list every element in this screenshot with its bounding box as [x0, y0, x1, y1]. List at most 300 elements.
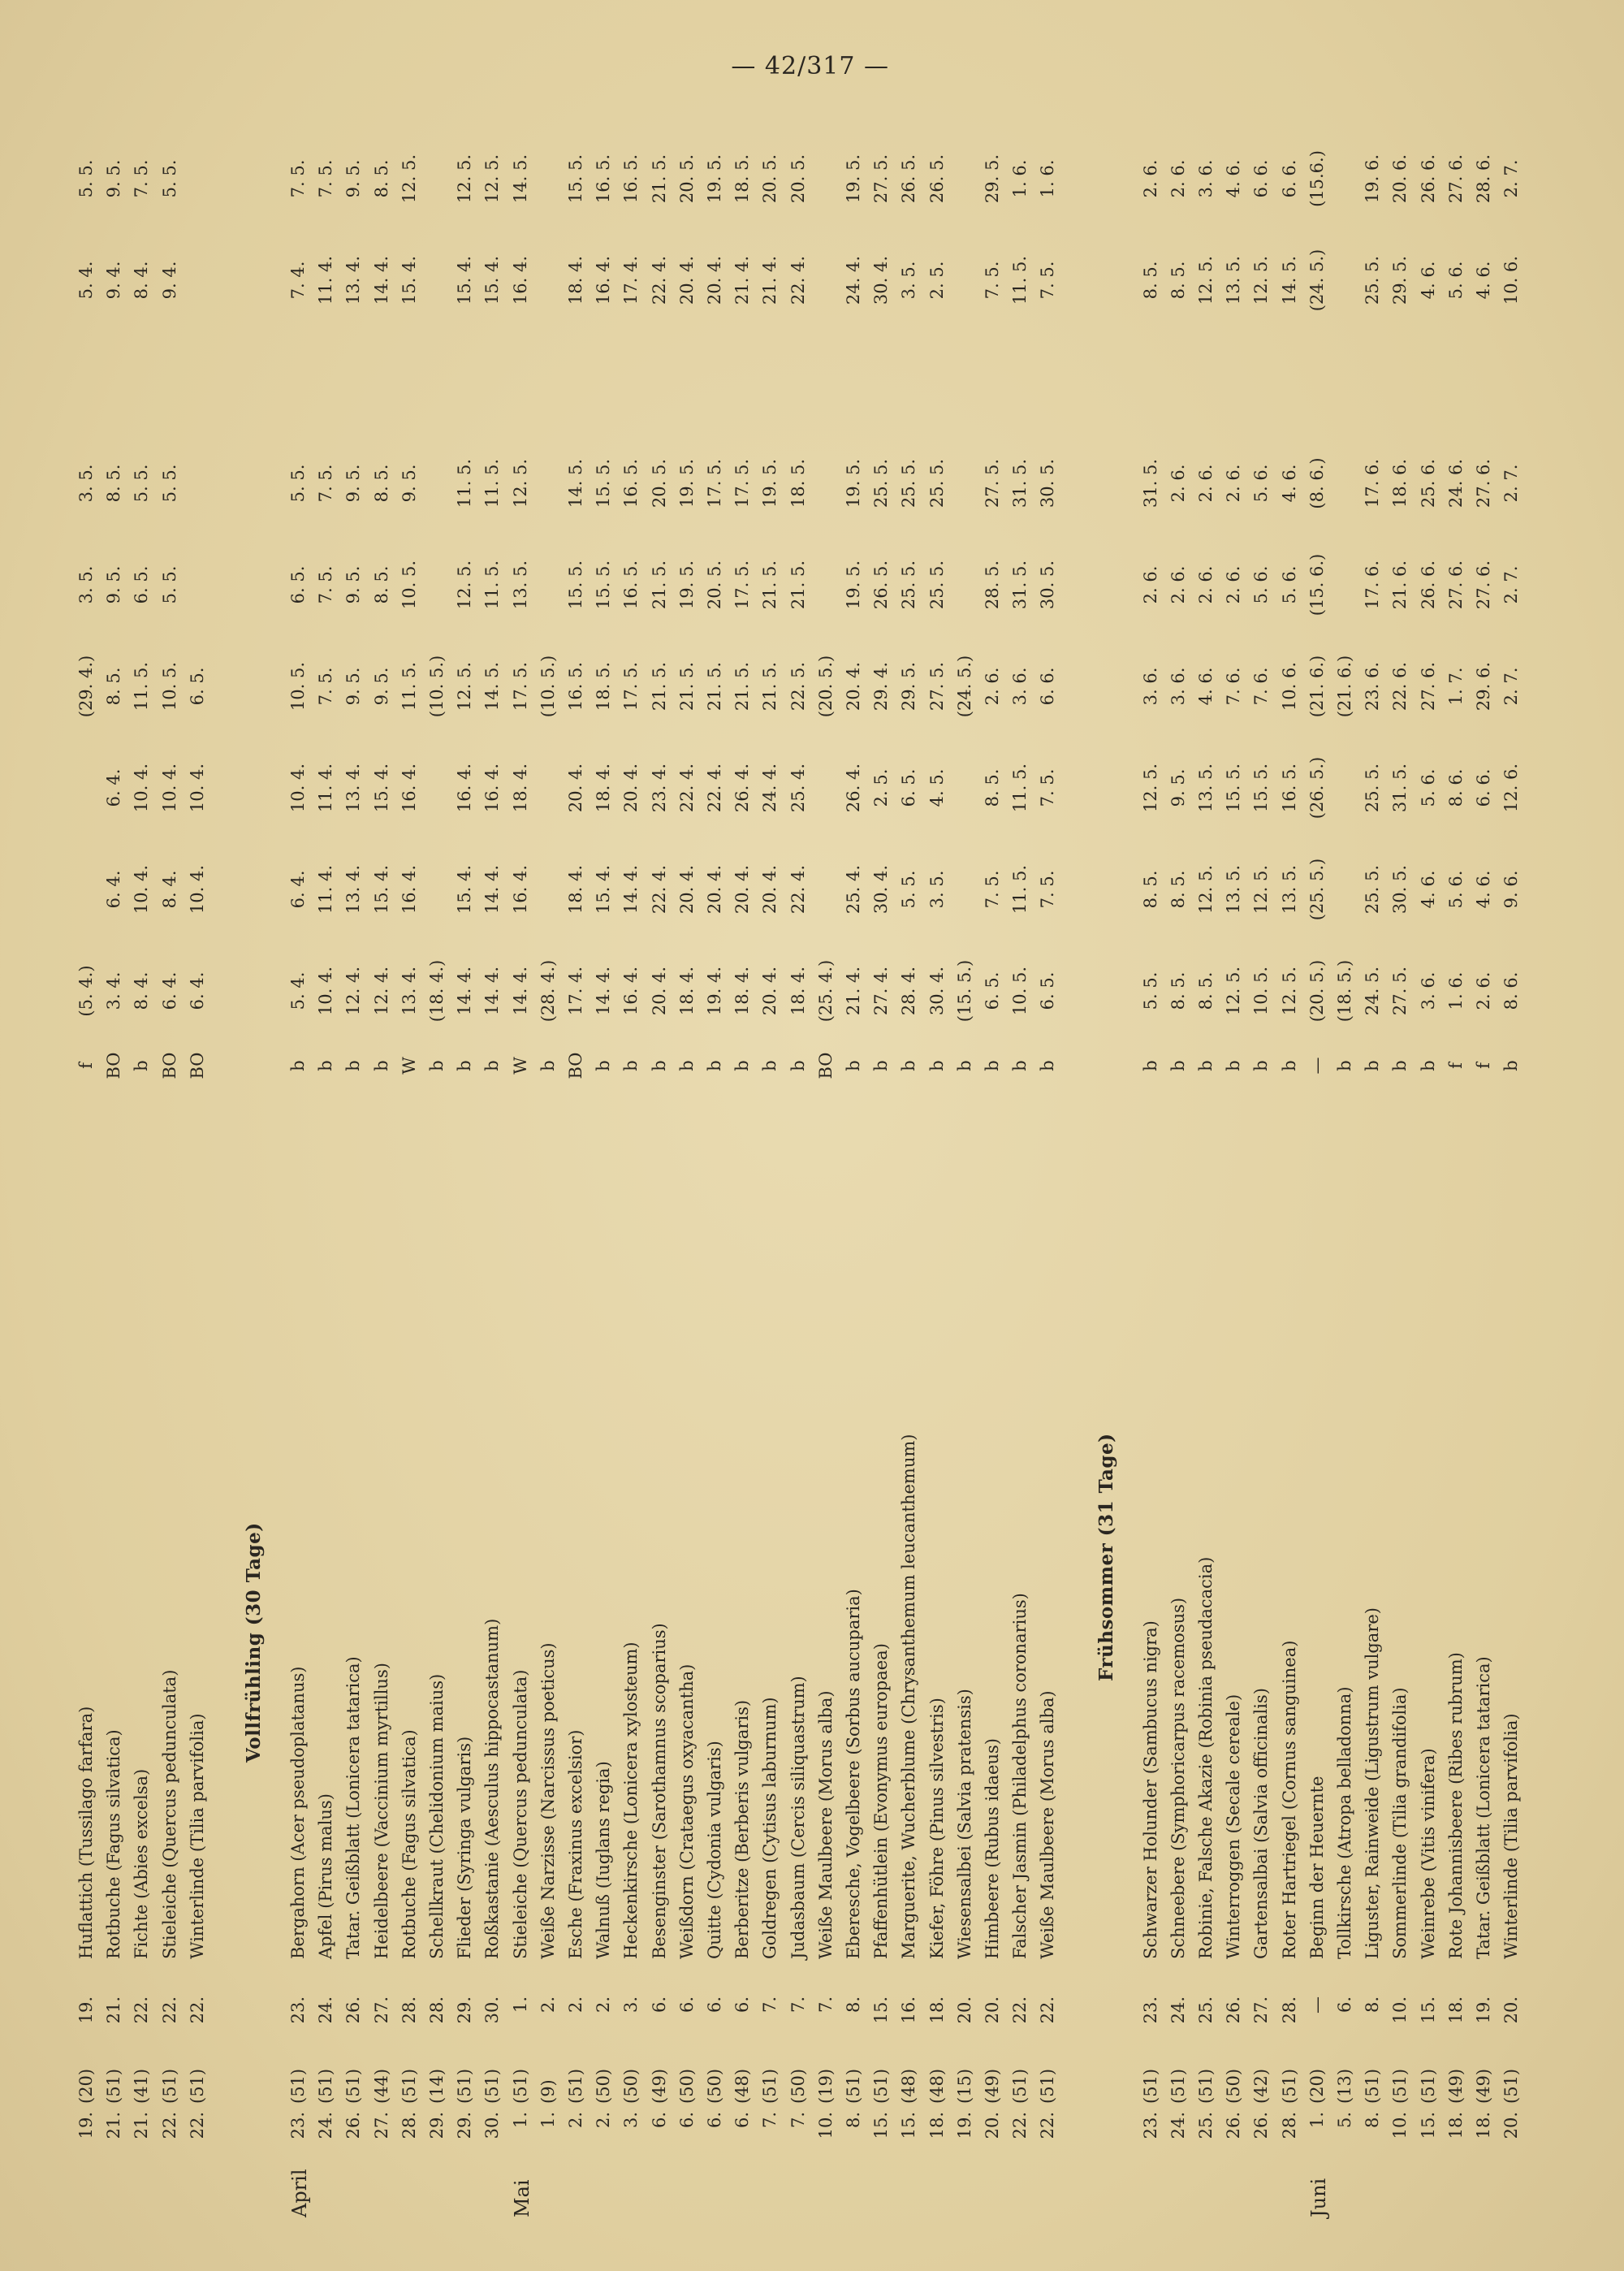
date-value: 17. 4. [566, 966, 585, 1016]
date-value: 4. 6. [1418, 870, 1438, 909]
date-value: 11. 5. [482, 560, 503, 610]
median-day: 19. [76, 1996, 96, 2024]
phase-code: f [76, 1062, 96, 1069]
date-value: 5. 6. [1251, 565, 1272, 604]
phase-code: b [926, 1060, 947, 1071]
date-value: 31. 5. [1010, 458, 1030, 508]
phase-code: — [1307, 1057, 1327, 1075]
observation-count: (50) [594, 2068, 614, 2104]
phenophase-name: Himbeere (Rubus idaeus) [983, 1738, 1002, 1959]
date-value: 4. 5. [926, 768, 947, 807]
date-value: 16. 4. [510, 255, 530, 305]
phase-code: BO [187, 1052, 207, 1079]
phenophase-name: Apfel (Pirus malus) [316, 1793, 336, 1959]
date-value: 18. 6. [1390, 458, 1410, 508]
phenophase-name: Heckenkirsche (Lonicera xylosteum) [621, 1642, 641, 1959]
date-value: 15. 5. [594, 458, 614, 508]
median-day: 2. [538, 1996, 558, 2014]
phase-code: BO [815, 1052, 836, 1079]
table-row [508, 73, 535, 2217]
date-value: 6. 5. [187, 667, 207, 706]
month-label: April [288, 2169, 311, 2217]
date-value: (25. 5.) [1307, 858, 1327, 921]
date-value: 6. 6. [1474, 768, 1493, 807]
observation-count: (50) [1224, 2068, 1244, 2104]
median-day: 10. [1390, 1996, 1410, 2024]
date-value: 12. 5. [1251, 864, 1272, 915]
date-value: 27. 6. [1445, 560, 1466, 610]
date-value: 7. 6. [1224, 667, 1244, 706]
date-value: 12. 5. [399, 154, 419, 204]
date-value: 20. 4. [621, 763, 641, 813]
date-value: 19. 5. [844, 154, 863, 204]
date-value: 15. 4. [455, 864, 475, 915]
date-value: (8. 6.) [1307, 457, 1327, 509]
mean-day: 6. [676, 2112, 697, 2129]
observation-count: (51) [1038, 2068, 1058, 2104]
date-value: 8. 5. [371, 565, 391, 604]
median-day: 28. [1279, 1996, 1299, 2024]
median-day: 28. [427, 1996, 447, 2024]
mean-day: 6. [649, 2112, 669, 2129]
date-value: 2. 6. [1224, 565, 1244, 604]
date-value: 18. 5. [732, 154, 753, 204]
mean-day: 1. [1307, 2112, 1327, 2129]
phase-code: b [538, 1060, 558, 1071]
date-value: 20. 5. [788, 154, 808, 204]
section-header [243, 73, 270, 2217]
date-value: 2. 6. [1196, 565, 1216, 604]
date-value: 20. 5. [649, 458, 669, 508]
phenophase-name: Eberesche, Vogelbeere (Sorbus aucuparia) [844, 1589, 863, 1959]
date-value: 15. 5. [566, 560, 585, 610]
mean-day: 30. [482, 2112, 503, 2139]
month-label: Mai [510, 2179, 533, 2217]
date-value: 11. 4. [316, 763, 336, 813]
date-value: 17. 5. [732, 560, 753, 610]
date-value: (15.6.) [1307, 150, 1327, 207]
date-value: 25. 4. [844, 864, 863, 915]
median-day: 20. [1501, 1996, 1522, 2024]
date-value: 4. 6. [1474, 261, 1493, 300]
mean-day: 29. [427, 2112, 447, 2139]
phase-code: b [427, 1060, 447, 1071]
table-row [285, 73, 313, 2217]
table-row [535, 73, 563, 2217]
phenophase-name: Tollkirsche (Atropa belladonna) [1335, 1686, 1354, 1959]
mean-day: 18. [926, 2112, 947, 2139]
date-value: 9. 4. [159, 261, 179, 300]
date-value: 12. 4. [371, 966, 391, 1016]
date-value: 27. 4. [871, 966, 892, 1016]
observation-count: (44) [371, 2068, 391, 2104]
date-value: 5. 4. [76, 261, 96, 300]
date-value: 16. 4. [621, 966, 641, 1016]
date-value: 3. 5. [926, 870, 947, 909]
phase-code: b [455, 1060, 475, 1071]
date-value: 29. 4. [871, 661, 892, 712]
date-value: 12. 5. [455, 661, 475, 712]
mean-day: 26. [1251, 2112, 1272, 2139]
median-day: 21. [104, 1996, 124, 2024]
date-value: 24. 4. [844, 255, 863, 305]
date-value: 16. 4. [399, 763, 419, 813]
date-value: 27. 6. [1445, 154, 1466, 204]
table-row [1387, 73, 1415, 2217]
mean-day: 8. [1363, 2112, 1383, 2129]
date-value: 18. 4. [566, 255, 585, 305]
phenophase-name: Quitte (Cydonia vulgaris) [705, 1741, 724, 1959]
date-value: 10. 4. [132, 763, 152, 813]
date-value: 6. 4. [288, 870, 308, 909]
observation-count: (48) [732, 2068, 753, 2104]
phenophase-name: Schellkraut (Chelidonium maius) [427, 1673, 447, 1959]
phase-code: b [676, 1060, 697, 1071]
date-value: 10. 5. [159, 661, 179, 712]
date-value: 31. 5. [1010, 560, 1030, 610]
table-row [1498, 73, 1526, 2217]
median-day: 8. [844, 1996, 863, 2014]
date-value: 11. 5. [1010, 763, 1030, 813]
date-value: 21. 5. [760, 560, 780, 610]
observation-count: (48) [926, 2068, 947, 2104]
median-day: 28. [399, 1996, 419, 2024]
date-value: 5. 6. [1445, 261, 1466, 300]
median-day: 20. [954, 1996, 974, 2024]
date-value: 6. 6. [1279, 159, 1299, 198]
date-value: 22. 4. [649, 864, 669, 915]
observation-count: (42) [1251, 2068, 1272, 2104]
observation-count: (51) [104, 2068, 124, 2104]
phase-code: W [510, 1057, 530, 1075]
table-row [840, 73, 868, 2217]
date-value: 5. 6. [1279, 565, 1299, 604]
date-value: 21. 5. [705, 661, 724, 712]
table-row [157, 73, 184, 2217]
date-value: 12. 5. [1279, 966, 1299, 1016]
date-value: 6. 4. [187, 971, 207, 1010]
observation-count: (9) [538, 2079, 558, 2104]
date-value: 10. 4. [159, 763, 179, 813]
section-header [1095, 73, 1123, 2217]
date-value: 31. 5. [1390, 763, 1410, 813]
date-value: 6. 5. [132, 565, 152, 604]
date-value: (24. 5.) [1307, 249, 1327, 312]
table-row [184, 73, 212, 2217]
median-day: 6. [676, 1996, 697, 2014]
date-value: 2. 7. [1501, 159, 1522, 198]
date-value: 12. 5. [510, 458, 530, 508]
date-value: 6. 4. [104, 768, 124, 807]
mean-day: 24. [316, 2112, 336, 2139]
median-day: 8. [1363, 1996, 1383, 2014]
phase-code: b [788, 1060, 808, 1071]
date-value: 21. 4. [760, 255, 780, 305]
median-day: 6. [649, 1996, 669, 2014]
date-value: 29. 5. [899, 661, 919, 712]
observation-count: (48) [899, 2068, 919, 2104]
table-row [128, 73, 156, 2217]
date-value: 20. 5. [760, 154, 780, 204]
date-value: 8. 5. [983, 768, 1002, 807]
observation-count: (20) [76, 2068, 96, 2104]
phase-code: b [1010, 1060, 1030, 1071]
phase-code: b [1168, 1060, 1188, 1071]
date-value: 27. 6. [1474, 560, 1493, 610]
mean-day: 20. [983, 2112, 1002, 2139]
date-value: 10. 4. [187, 763, 207, 813]
date-value: 29. 5. [983, 154, 1002, 204]
date-value: 17. 4. [621, 255, 641, 305]
date-value: (21. 6.) [1307, 655, 1327, 718]
date-value: 14. 4. [371, 255, 391, 305]
phenophase-name: Stieleiche (Quercus pedunculata) [510, 1669, 530, 1959]
date-value: 17. 6. [1363, 560, 1383, 610]
date-value: 4. 6. [1196, 667, 1216, 706]
date-value: 16. 4. [594, 255, 614, 305]
date-value: 6. 4. [159, 971, 179, 1010]
date-value: 8. 5. [371, 159, 391, 198]
date-value: 30. 4. [871, 255, 892, 305]
date-value: 24. 5. [1363, 966, 1383, 1016]
observation-count: (20) [1307, 2068, 1327, 2104]
date-value: 16. 5. [1279, 763, 1299, 813]
date-value: 5. 5. [159, 464, 179, 503]
date-value: (24. 5.) [954, 655, 974, 718]
date-value: 19. 5. [705, 154, 724, 204]
phenophase-name: Weinrebe (Vitis vinifera) [1418, 1748, 1438, 1959]
month-label: Juni [1307, 2178, 1330, 2217]
date-value: (29. 4.) [76, 655, 96, 718]
date-value: 5. 5. [76, 159, 96, 198]
date-value: 13. 4. [343, 255, 364, 305]
date-value: 16. 5. [621, 154, 641, 204]
date-value: 28. 5. [983, 560, 1002, 610]
phase-code: W [399, 1057, 419, 1075]
median-day: — [1307, 1996, 1327, 2014]
date-value: 2. 5. [871, 768, 892, 807]
date-value: 8. 5. [1168, 261, 1188, 300]
date-value: (15. 6.) [1307, 553, 1327, 616]
table-row [729, 73, 757, 2217]
date-value: 2. 6. [983, 667, 1002, 706]
date-value: 17. 5. [705, 458, 724, 508]
date-value: 21. 5. [649, 661, 669, 712]
phenophase-name: Roßkastanie (Aesculus hippocastanum) [482, 1618, 503, 1959]
table-row [757, 73, 784, 2217]
mean-day: 8. [844, 2112, 863, 2129]
date-value: 16. 4. [510, 864, 530, 915]
date-value: 1. 6. [1445, 971, 1466, 1010]
mean-day: 22. [1038, 2112, 1058, 2139]
date-value: 8. 5. [104, 667, 124, 706]
date-value: 5. 5. [159, 159, 179, 198]
observation-count: (51) [1168, 2068, 1188, 2104]
observation-count: (51) [760, 2068, 780, 2104]
date-value: 9. 5. [343, 159, 364, 198]
date-value: (10. 5.) [538, 655, 558, 718]
phase-code: f [1474, 1062, 1493, 1069]
page-number: — 42/317 — [731, 52, 889, 80]
observation-count: (51) [1418, 2068, 1438, 2104]
date-value: 21. 5. [676, 661, 697, 712]
date-value: 18. 5. [594, 661, 614, 712]
date-value: 14. 5. [1279, 255, 1299, 305]
mean-day: 20. [1501, 2112, 1522, 2139]
date-value: 22. 5. [788, 661, 808, 712]
date-value: 22. 4. [649, 255, 669, 305]
observation-count: (51) [316, 2068, 336, 2104]
date-value: 27. 6. [1474, 458, 1493, 508]
phase-code: f [1445, 1062, 1466, 1069]
date-value: 7. 5. [1038, 870, 1058, 909]
observation-count: (49) [649, 2068, 669, 2104]
date-value: (20. 5.) [815, 655, 836, 718]
date-value: 4. 6. [1224, 159, 1244, 198]
date-value: 5. 4. [288, 971, 308, 1010]
date-value: 20. 4. [676, 255, 697, 305]
mean-day: 1. [538, 2112, 558, 2129]
date-value: (26. 5.) [1307, 756, 1327, 820]
date-value: 13. 5. [1279, 864, 1299, 915]
date-value: (18. 4.) [427, 959, 447, 1023]
mean-day: 15. [871, 2112, 892, 2139]
date-value: 18. 4. [676, 966, 697, 1016]
date-value: 20. 4. [649, 966, 669, 1016]
table-row [979, 73, 1007, 2217]
date-value: 18. 4. [510, 763, 530, 813]
date-value: 3. 6. [1168, 667, 1188, 706]
date-value: 8. 6. [1445, 768, 1466, 807]
phenophase-name: Sommerlinde (Tilia grandifolia) [1390, 1687, 1410, 1959]
date-value: 25. 5. [1363, 763, 1383, 813]
table-row [702, 73, 729, 2217]
phenophase-name: Wiesensalbei (Salvia pratensis) [954, 1689, 974, 1959]
median-day: 2. [566, 1996, 585, 2014]
date-value: 8. 4. [159, 870, 179, 909]
date-value: 11. 5. [1010, 864, 1030, 915]
mean-day: 2. [566, 2112, 585, 2129]
table-row [813, 73, 840, 2217]
median-day: 22. [132, 1996, 152, 2024]
date-value: 15. 4. [371, 763, 391, 813]
date-value: 16. 4. [455, 763, 475, 813]
date-value: 2. 6. [1196, 464, 1216, 503]
date-value: 10. 4. [288, 763, 308, 813]
phase-code: b [983, 1060, 1002, 1071]
date-value: 10. 4. [132, 864, 152, 915]
date-value: 10. 4. [187, 864, 207, 915]
date-value: 8. 4. [132, 971, 152, 1010]
phenophase-name: Winterroggen (Secale cereale) [1224, 1694, 1244, 1959]
observation-count: (41) [132, 2068, 152, 2104]
date-value: 7. 5. [983, 870, 1002, 909]
date-value: 14. 4. [482, 864, 503, 915]
date-value: 3. 6. [1418, 971, 1438, 1010]
table-row [1415, 73, 1443, 2217]
date-value: 12. 4. [343, 966, 364, 1016]
phase-code: b [871, 1060, 892, 1071]
date-value: 17. 5. [510, 661, 530, 712]
date-value: 25. 5. [899, 458, 919, 508]
date-value: 11. 5. [1010, 255, 1030, 305]
phase-code: b [1279, 1060, 1299, 1071]
date-value: 4. 6. [1418, 261, 1438, 300]
date-value: 13. 5. [1224, 255, 1244, 305]
date-value: 14. 5. [566, 458, 585, 508]
date-value: 21. 5. [732, 661, 753, 712]
date-value: 2. 6. [1224, 464, 1244, 503]
observation-count: (51) [844, 2068, 863, 2104]
date-value: 7. 4. [288, 261, 308, 300]
mean-day: 21. [104, 2112, 124, 2139]
mean-day: 7. [788, 2112, 808, 2129]
table-row [924, 73, 952, 2217]
table-row [396, 73, 424, 2217]
date-value: 14. 4. [621, 864, 641, 915]
observation-count: (51) [399, 2068, 419, 2104]
date-value: 6. 5. [899, 768, 919, 807]
table-row [1220, 73, 1248, 2217]
date-value: 15. 5. [1224, 763, 1244, 813]
mean-day: 24. [1168, 2112, 1188, 2139]
date-value: 7. 5. [316, 565, 336, 604]
observation-count: (50) [676, 2068, 697, 2104]
date-value: 9. 5. [343, 565, 364, 604]
median-day: 7. [788, 1996, 808, 2014]
table-row [1193, 73, 1220, 2217]
date-value: 18. 4. [788, 966, 808, 1016]
median-day: 6. [732, 1996, 753, 2014]
date-value: 24. 4. [760, 763, 780, 813]
date-value: 20. 5. [705, 560, 724, 610]
date-value: 15. 4. [594, 864, 614, 915]
date-value: 10. 5. [399, 560, 419, 610]
date-value: 5. 6. [1445, 870, 1466, 909]
date-value: 23. 6. [1363, 661, 1383, 712]
date-value: 6. 5. [1038, 971, 1058, 1010]
date-value: 15. 5. [594, 560, 614, 610]
date-value: 11. 5. [399, 661, 419, 712]
phase-code: b [1196, 1060, 1216, 1071]
date-value: 25. 5. [1363, 864, 1383, 915]
date-value: 29. 5. [1390, 255, 1410, 305]
phase-code: b [288, 1060, 308, 1071]
date-value: 19. 5. [676, 560, 697, 610]
observation-count: (49) [1474, 2068, 1493, 2104]
median-day: 7. [815, 1996, 836, 2014]
median-day: 18. [926, 1996, 947, 2024]
phase-code: b [1390, 1060, 1410, 1071]
phenophase-name: Bergahorn (Acer pseudoplatanus) [288, 1666, 308, 1959]
table-row [369, 73, 396, 2217]
date-value: 21. 5. [788, 560, 808, 610]
date-value: 15. 5. [1251, 763, 1272, 813]
date-value: 25. 5. [1363, 255, 1383, 305]
date-value: 24. 6. [1445, 458, 1466, 508]
mean-day: 22. [159, 2112, 179, 2139]
phase-code: b [732, 1060, 753, 1071]
date-value: 12. 5. [1196, 255, 1216, 305]
phenophase-name: Huflattich (Tussilago farfara) [76, 1706, 96, 1959]
date-value: 11. 5. [132, 661, 152, 712]
date-value: 22. 4. [788, 864, 808, 915]
phenophase-name: Tatar. Geißblatt (Lonicera tatarica) [343, 1656, 364, 1959]
table-row [896, 73, 923, 2217]
table-row [1276, 73, 1304, 2217]
table-row [952, 73, 979, 2217]
date-value: 18. 5. [788, 458, 808, 508]
